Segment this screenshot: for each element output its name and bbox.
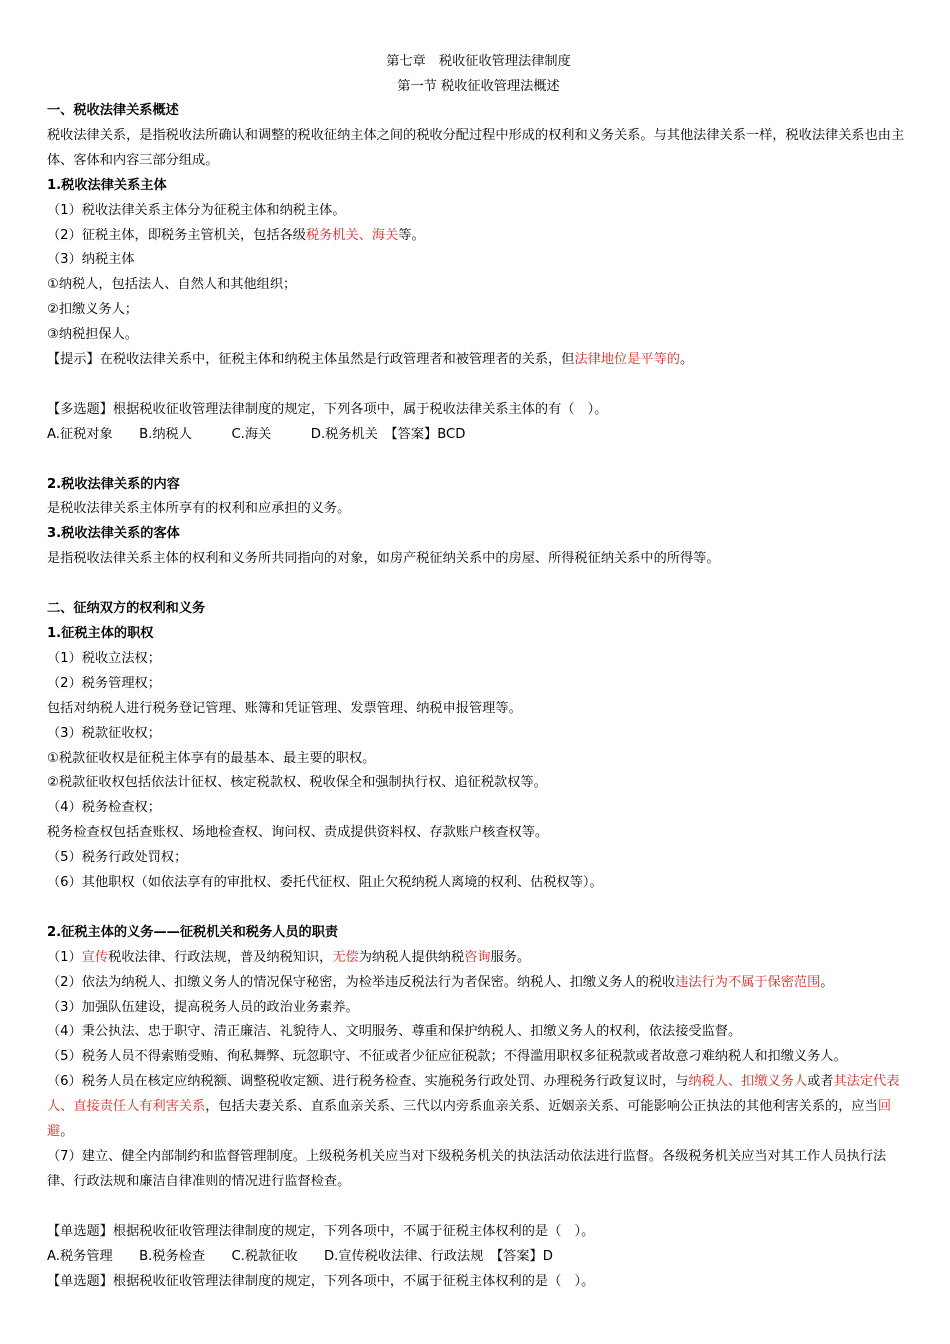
- emphasis-text: 宣传: [81, 949, 109, 965]
- powers-list: [47, 647, 910, 896]
- duty-item: [47, 971, 910, 996]
- list-item: ③纳税担保人。: [47, 327, 138, 343]
- power-item: （3）税款征收权；: [47, 725, 161, 741]
- duty-item: [47, 946, 910, 971]
- text-run: 。: [680, 352, 694, 368]
- emphasis-text: 无偿: [332, 949, 359, 965]
- question-options: A.征税对象 B.纳税人 C.海关 D.税务机关 【答案】BCD: [47, 426, 466, 442]
- spacer: [47, 373, 910, 398]
- spacer: [47, 1195, 910, 1220]
- duty-item: （7）建立、健全内部制约和监督管理制度。上级税务机关应当对下级税务机关的执法活动依法进行监督。各级税务机关应当对其工作人员执行法律、行政法规和廉洁自律准则的情况进行监督检查。: [47, 1149, 887, 1189]
- list-item: ②扣缴义务人；: [47, 302, 138, 318]
- emphasis-text: 法律地位是平等的: [574, 352, 680, 368]
- power-item: （6）其他职权（如依法享有的审批权、委托代征权、阻止欠税纳税人离境的权利、估税权等）。: [47, 875, 603, 891]
- text-run: 等。: [398, 227, 425, 243]
- emphasis-text: 咨询: [464, 949, 491, 965]
- spacer: [47, 896, 910, 921]
- list-item: [47, 224, 910, 249]
- emphasis-text: 其法定代表人、直接责任人有利害关系: [47, 1074, 900, 1115]
- power-item: （5）税务行政处罚权；: [47, 850, 188, 866]
- paragraph: 是指税收法律关系主体的权利和义务所共同指向的对象，如房产税征纳关系中的房屋、所得税征纳关系中的所得等。: [47, 551, 720, 567]
- text-run: （1）: [47, 949, 82, 965]
- text-run: 服务。: [490, 949, 531, 965]
- emphasis-text: 违法行为不属于保密范围: [675, 974, 821, 990]
- text-run: ，包括夫妻关系、直系血亲关系、三代以内旁系血亲关系、近姻亲关系、可能影响公正执法的其他利害关系的，应当: [205, 1099, 878, 1115]
- text-run: 【提示】在税收法律关系中，征税主体和纳税主体虽然是行政管理者和被管理者的关系，但: [47, 352, 575, 368]
- power-item: （2）税务管理权；: [47, 675, 161, 691]
- duty-item: （5）税务人员不得索贿受贿、徇私舞弊、玩忽职守、不征或者少征应征税款；不得滥用职权多征税款或者故意刁难纳税人和扣缴义务人。: [47, 1049, 847, 1065]
- chapter-title: 第七章 税收征收管理法律制度: [386, 54, 571, 69]
- question-stem: 【单选题】根据税收征收管理法律制度的规定，下列各项中，不属于征税主体权利的是（ ）。: [47, 1273, 595, 1289]
- power-item: 包括对纳税人进行税务登记管理、账簿和凭证管理、发票管理、纳税申报管理等。: [47, 700, 522, 716]
- text-run: 或者: [807, 1074, 834, 1090]
- text-run: （2）依法为纳税人、扣缴义务人的情况保守秘密，为检举违反税法行为者保密。纳税人、扣缴义务人的税收: [47, 974, 676, 990]
- power-item: （1）税收立法权；: [47, 650, 161, 666]
- text-run: （6）税务人员在核定应纳税额、调整税收定额、进行税务检查、实施税务行政处罚、办理税务行政复议时，与: [47, 1074, 689, 1090]
- heading-powers: 1.征税主体的职权: [47, 625, 154, 641]
- section-title: 第一节 税收征收管理法概述: [397, 79, 560, 94]
- spacer: [47, 572, 910, 597]
- question-stem: 【多选题】根据税收征收管理法律制度的规定，下列各项中，属于税收法律关系主体的有（ ）。: [47, 401, 608, 417]
- emphasis-text: 回避: [47, 1099, 891, 1140]
- heading-object: 3.税收法律关系的客体: [47, 526, 180, 542]
- power-item: （4）税务检查权；: [47, 800, 161, 816]
- heading-s1: 一、税收法律关系概述: [47, 103, 179, 118]
- tip-paragraph: [47, 348, 910, 373]
- text-run: 。: [60, 1124, 74, 1140]
- duty-item: （4）秉公执法、忠于职守、清正廉洁、礼貌待人、文明服务、尊重和保护纳税人、扣缴义务人的权利，依法接受监督。: [47, 1024, 742, 1040]
- emphasis-text: 税务机关、海关: [305, 227, 399, 243]
- duty-item: [47, 1070, 910, 1145]
- paragraph-intro: 税收法律关系，是指税收法所确认和调整的税收征纳主体之间的税收分配过程中形成的权利和义务关系。与其他法律关系一样，税收法律关系也由主体、客体和内容三部分组成。: [47, 127, 905, 168]
- paragraph: 是税收法律关系主体所享有的权利和应承担的义务。: [47, 501, 351, 517]
- power-item: ②税款征收权包括依法计征权、核定税款权、税收保全和强制执行权、追征税款权等。: [47, 775, 547, 791]
- list-item: （3）纳税主体: [47, 252, 135, 268]
- list-item: ①纳税人，包括法人、自然人和其他组织；: [47, 277, 297, 293]
- text-run: 税收法律、行政法规，普及纳税知识，: [108, 949, 333, 965]
- question-options: A.税务管理 B.税务检查 C.税款征收 D.宣传税收法律、行政法规 【答案】D: [47, 1248, 553, 1264]
- text-run: 为纳税人提供纳税: [358, 949, 465, 965]
- heading-duties: 2.征税主体的义务——征税机关和税务人员的职责: [47, 924, 339, 940]
- question-stem: 【单选题】根据税收征收管理法律制度的规定，下列各项中，不属于征税主体权利的是（ ）。: [47, 1223, 595, 1239]
- heading-subject: 1.税收法律关系主体: [47, 177, 167, 193]
- text-run: 。: [820, 974, 834, 990]
- duty-item: （3）加强队伍建设，提高税务人员的政治业务素养。: [47, 999, 359, 1015]
- heading-s2: 二、征纳双方的权利和义务: [47, 601, 206, 617]
- emphasis-text: 纳税人、扣缴义务人: [688, 1074, 808, 1090]
- power-item: 税务检查权包括查账权、场地检查权、询问权、责成提供资料权、存款账户核查权等。: [47, 825, 549, 841]
- heading-content: 2.税收法律关系的内容: [47, 476, 180, 492]
- list-item: （1）税收法律关系主体分为征税主体和纳税主体。: [47, 202, 346, 218]
- text-run: （2）征税主体，即税务主管机关，包括各级: [47, 227, 306, 243]
- spacer: [47, 448, 910, 473]
- power-item: ①税款征收权是征税主体享有的最基本、最主要的职权。: [47, 750, 376, 766]
